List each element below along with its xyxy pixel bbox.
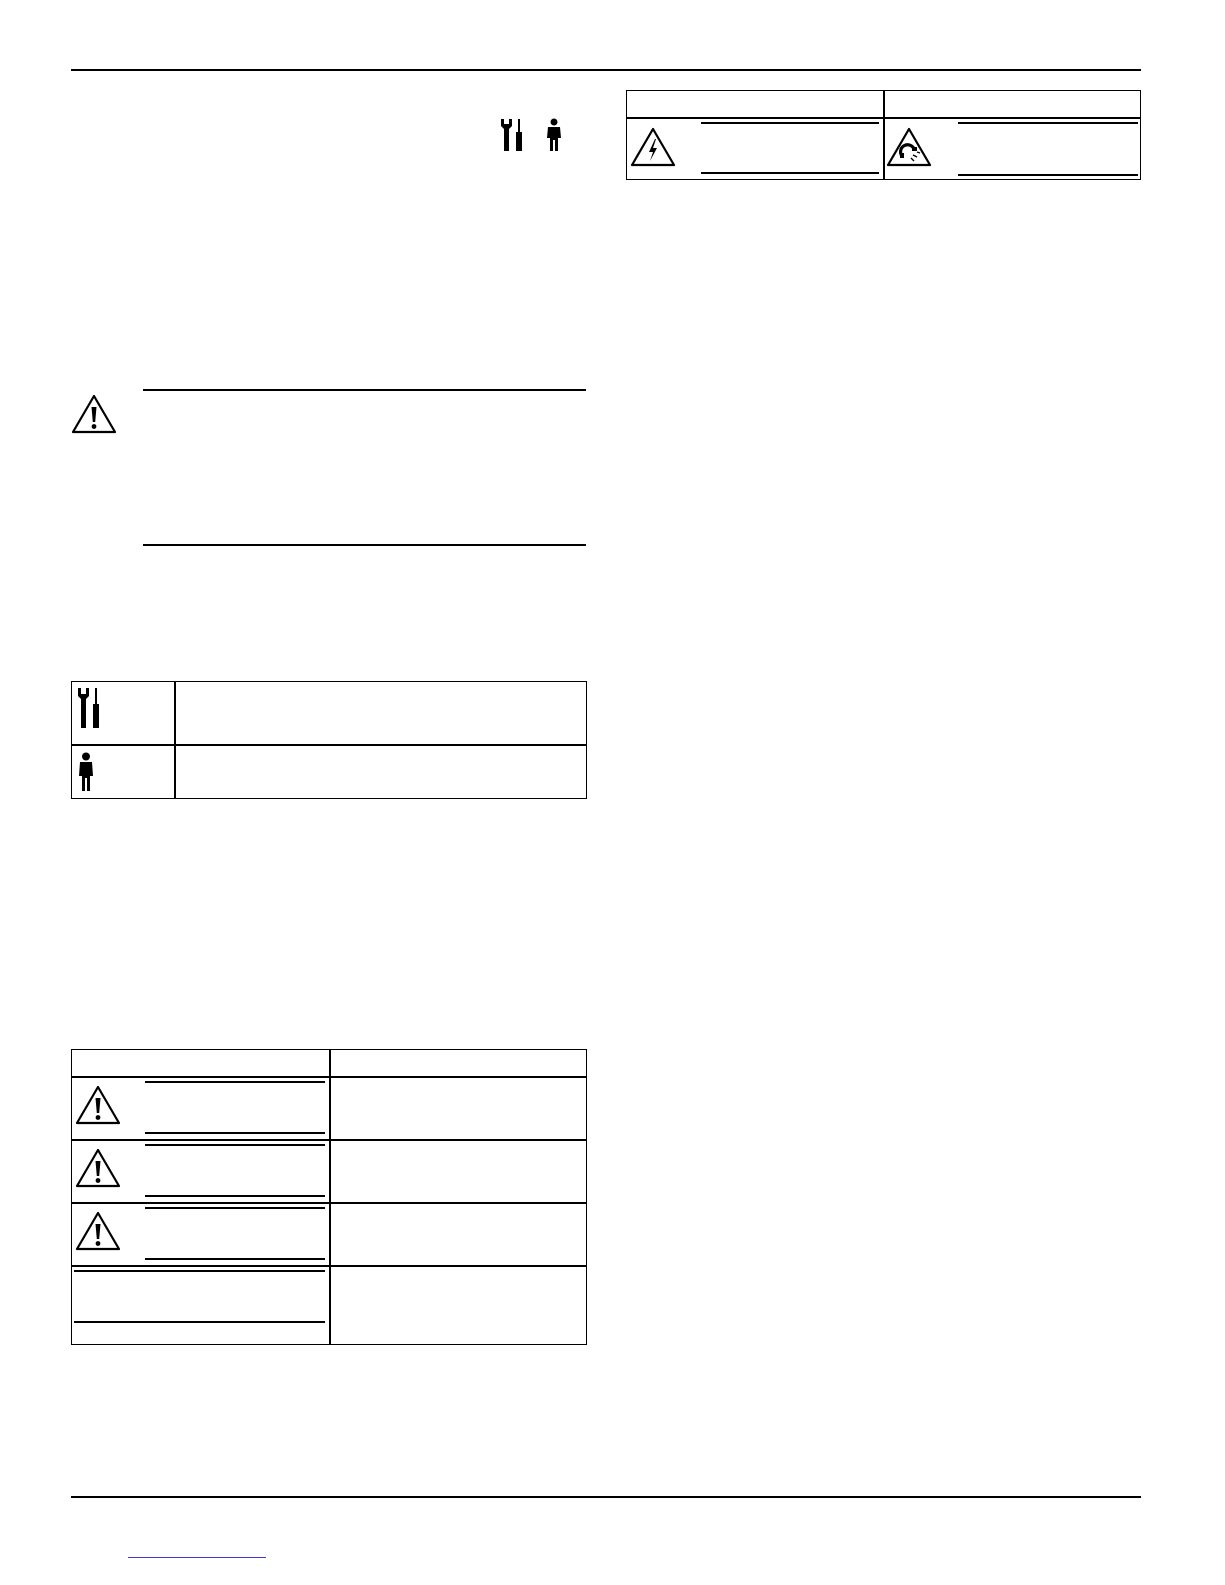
person-icon [545,118,563,152]
symbols-table [71,681,587,799]
warning-triangle-icon [71,394,117,434]
magnetic-label-bottom-rule [958,174,1138,176]
hazard-table-row-rule [72,1202,586,1204]
warning-triangle-icon [75,1148,121,1188]
hazard-table-divider [329,1050,331,1344]
hazard-table-row-rule [72,1139,586,1141]
hazard-label-top-rule [145,1144,325,1146]
symbols-table-divider [174,682,176,798]
hazard-label-bottom-rule [145,1132,325,1134]
hazard-label-bottom-rule [145,1195,325,1197]
notice-label-top-rule [74,1270,325,1272]
magnetic-field-icon [886,127,932,167]
hazard-table-row-rule [72,1265,586,1267]
special-table-divider [883,91,885,179]
hazard-levels-table [71,1049,587,1345]
tools-icon [500,118,524,152]
special-hazard-table [626,90,1141,180]
electrical-hazard-icon [630,127,676,167]
magnetic-label-top-rule [958,122,1138,124]
notice-label-bottom-rule [74,1321,325,1323]
special-table-header-rule [627,117,1140,119]
footer-link-underline[interactable] [128,1557,266,1558]
hazard-label-top-rule [145,1207,325,1209]
electrical-label-bottom-rule [701,172,879,174]
hazard-table-header-rule [72,1076,586,1078]
tools-icon [77,687,101,729]
hazard-label-top-rule [145,1081,325,1083]
person-icon [77,752,95,792]
warning-top-rule [143,389,586,391]
warning-triangle-icon [75,1211,121,1251]
header-rule [71,69,1141,71]
warning-bottom-rule [143,544,586,546]
symbols-table-row-rule [72,744,586,746]
footer-rule [71,1496,1141,1498]
warning-triangle-icon [75,1085,121,1125]
electrical-label-top-rule [701,122,879,124]
hazard-label-bottom-rule [145,1258,325,1260]
